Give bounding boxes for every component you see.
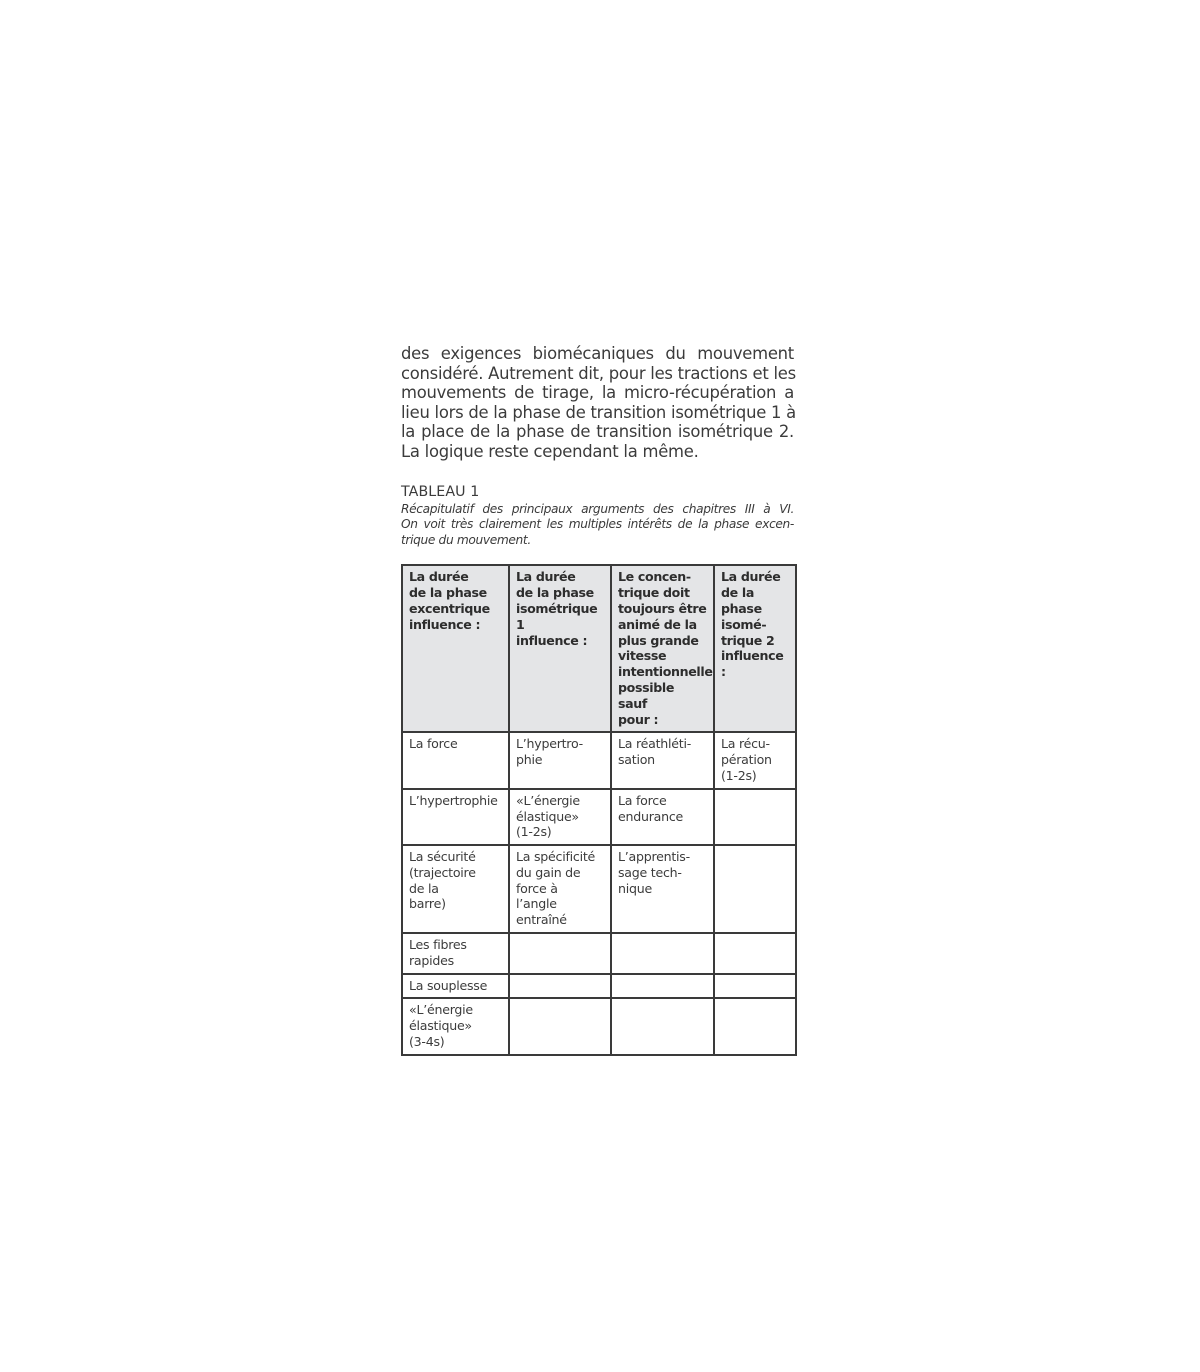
table-cell xyxy=(509,933,611,974)
table-row xyxy=(402,998,796,1054)
table-cell xyxy=(714,974,796,999)
header-eccentric-phase: La durée de la phase excentrique influence : xyxy=(402,565,509,732)
table-cell xyxy=(611,933,714,974)
table-cell xyxy=(714,998,796,1054)
table-cell: La souplesse xyxy=(402,974,509,999)
table-cell: La force endurance xyxy=(611,789,714,845)
table-cell xyxy=(611,974,714,999)
table-cell: L’hypertro- phie xyxy=(509,732,611,788)
table-cell: La force xyxy=(402,732,509,788)
table-cell: La sécurité (trajectoire de la barre) xyxy=(402,845,509,933)
table-row xyxy=(402,933,796,974)
table-cell xyxy=(714,845,796,933)
summary-table xyxy=(401,564,797,1056)
table-row xyxy=(402,845,796,933)
caption-line: Récapitulatif des principaux arguments des chapitres III à VI. xyxy=(401,501,794,516)
table-cell xyxy=(509,998,611,1054)
paragraph-line: La logique reste cependant la même. xyxy=(401,441,699,461)
table-cell: La réathléti- sation xyxy=(611,732,714,788)
table-cell: L’hypertrophie xyxy=(402,789,509,845)
paragraph-line: lieu lors de la phase de transition isométrique 1 à xyxy=(401,402,796,422)
table-title: TABLEAU 1 xyxy=(401,483,480,500)
table-cell: La récu- pération (1-2s) xyxy=(714,732,796,788)
page-column xyxy=(401,344,794,1056)
table-cell: «L’énergie élastique» (3-4s) xyxy=(402,998,509,1054)
table-header-row xyxy=(402,565,796,732)
table-cell xyxy=(611,998,714,1054)
table-cell xyxy=(509,974,611,999)
table-cell xyxy=(714,933,796,974)
table-caption-text xyxy=(401,502,794,549)
table-cell xyxy=(714,789,796,845)
table-cell: Les fibres rapides xyxy=(402,933,509,974)
header-concentric-phase: Le concen- trique doit toujours être animé de la plus grande vitesse intentionnelle possible sauf pour : xyxy=(611,565,714,732)
paragraph-line: des exigences biomécaniques du mouvement xyxy=(401,344,794,363)
table-cell: L’apprentis- sage tech- nique xyxy=(611,845,714,933)
caption-line: trique du mouvement. xyxy=(401,532,531,547)
table-cell: La spécificité du gain de force à l’angle entraîné xyxy=(509,845,611,933)
paragraph-line: mouvements de tirage, la micro-récupération a xyxy=(401,383,794,403)
table-caption xyxy=(401,484,794,549)
header-isometric-phase-2: La durée de la phase isomé- trique 2 influence : xyxy=(714,565,796,732)
header-isometric-phase-1: La durée de la phase isométrique 1 influence : xyxy=(509,565,611,732)
caption-line: On voit très clairement les multiples intérêts de la phase excen- xyxy=(401,517,794,532)
paragraph-line: considéré. Autrement dit, pour les tractions et les xyxy=(401,363,796,383)
table-row xyxy=(402,974,796,999)
paragraph-line: la place de la phase de transition isométrique 2. xyxy=(401,422,794,442)
table-cell: «L’énergie élastique» (1-2s) xyxy=(509,789,611,845)
table-row xyxy=(402,789,796,845)
table-row xyxy=(402,732,796,788)
body-paragraph xyxy=(401,344,794,462)
